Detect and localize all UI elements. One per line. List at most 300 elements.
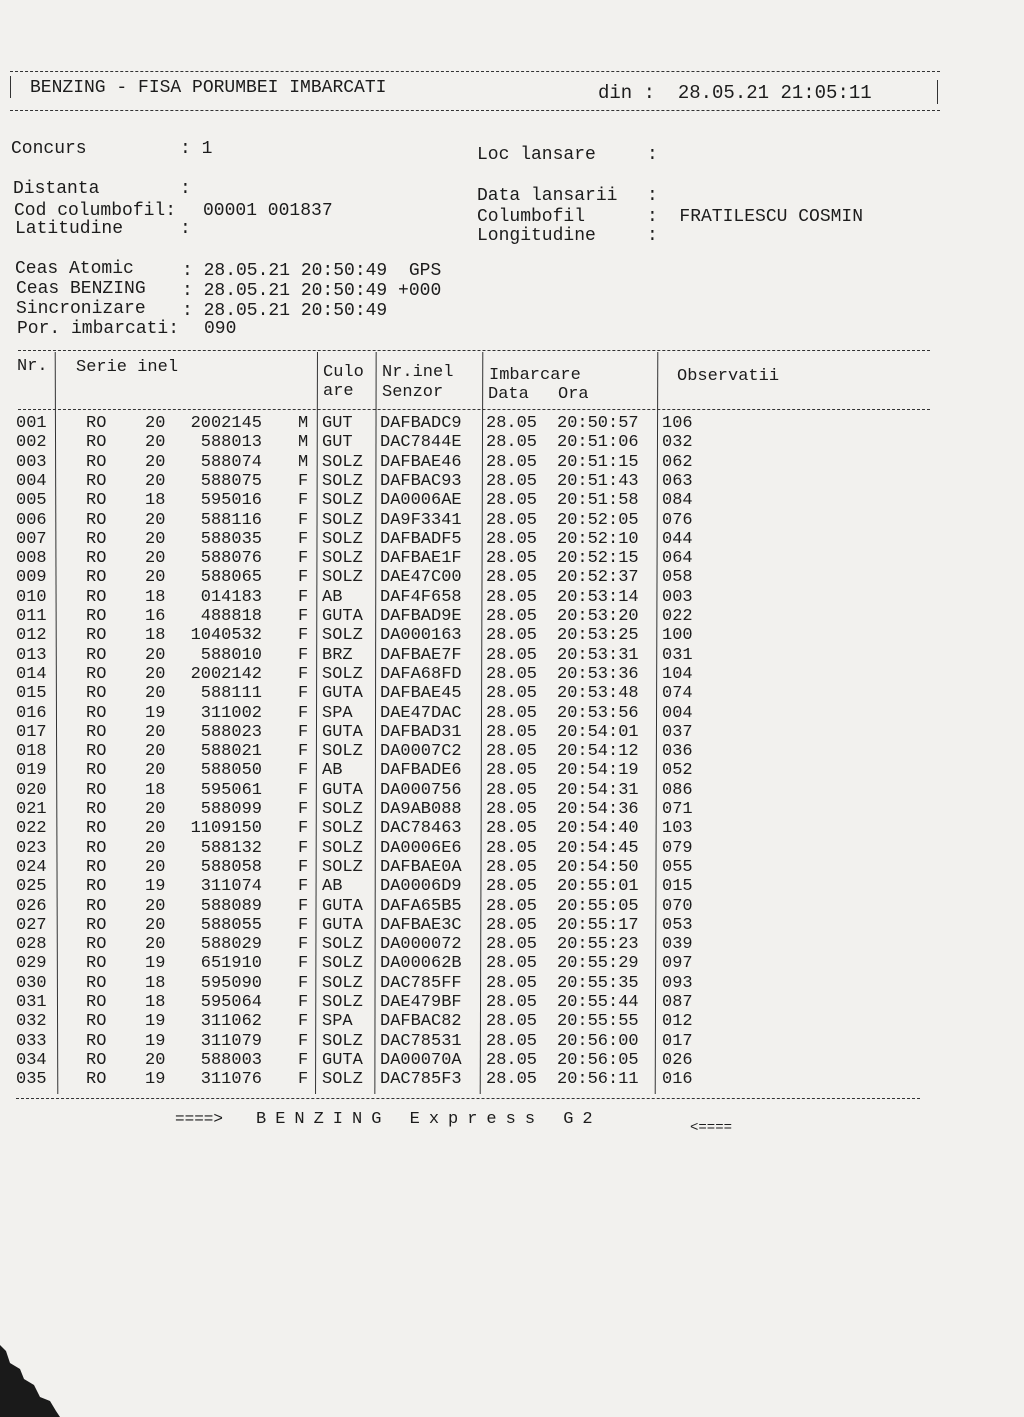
sex: F — [298, 857, 309, 877]
sensor-ring: DAFBAC93 — [380, 471, 462, 491]
col-header-data: Data — [488, 385, 529, 404]
sex: F — [298, 954, 309, 974]
ring-number: 595064 — [200, 993, 262, 1012]
row-number: 031 — [16, 993, 47, 1012]
ring-year: 19 — [145, 1031, 166, 1051]
table-row — [0, 1032, 1024, 1051]
concurs-value: : 1 — [180, 139, 213, 159]
footer-left-arrow: ====> — [175, 1110, 224, 1128]
data-lansarii-value: : — [647, 186, 658, 206]
embark-time: 20:53:31 — [557, 645, 639, 665]
color: GUTA — [322, 722, 363, 742]
ring-number: 588023 — [200, 722, 262, 742]
embark-time: 20:55:23 — [557, 935, 639, 955]
longitudine-value: : — [647, 226, 658, 246]
embark-time: 20:53:20 — [557, 607, 639, 626]
table-row — [0, 993, 1024, 1012]
header-top-border — [10, 71, 940, 72]
observation: 076 — [662, 510, 693, 530]
embark-time: 20:52:05 — [557, 510, 639, 530]
embark-date: 28.05 — [486, 626, 538, 646]
ring-number: 588099 — [200, 800, 262, 819]
table-row — [0, 800, 1024, 819]
observation: 026 — [662, 1050, 693, 1070]
observation: 100 — [662, 626, 693, 646]
latitudine-label: Latitudine — [15, 219, 124, 239]
ring-year: 19 — [145, 1012, 166, 1032]
table-row — [0, 704, 1024, 723]
row-number: 014 — [16, 664, 47, 684]
row-number: 026 — [16, 896, 47, 916]
row-number: 024 — [16, 857, 47, 877]
ring-number: 1040532 — [190, 626, 262, 646]
row-number: 012 — [16, 626, 47, 646]
row-number: 027 — [16, 915, 47, 935]
ring-country: RO — [86, 664, 107, 684]
sensor-ring: DAFA68FD — [380, 664, 462, 684]
row-number: 010 — [16, 587, 47, 607]
color: SOLZ — [322, 568, 363, 588]
footer-title: BENZING Express G2 — [256, 1110, 602, 1129]
report-datetime: din : 28.05.21 21:05:11 — [598, 82, 872, 104]
ring-year: 20 — [145, 433, 166, 453]
ring-number: 588035 — [200, 529, 262, 549]
row-number: 002 — [16, 433, 47, 453]
color: SPA — [322, 1012, 353, 1032]
sensor-ring: DA0007C2 — [380, 742, 462, 762]
row-number: 016 — [16, 703, 47, 723]
row-number: 028 — [16, 935, 47, 955]
color: GUTA — [322, 780, 363, 800]
ring-year: 20 — [145, 549, 166, 569]
ring-country: RO — [86, 742, 107, 762]
color: SOLZ — [322, 954, 363, 974]
embark-date: 28.05 — [486, 587, 538, 607]
row-number: 020 — [16, 780, 47, 800]
table-row — [0, 568, 1024, 587]
ring-year: 20 — [145, 761, 166, 781]
sex: F — [298, 1050, 309, 1070]
ring-number: 588010 — [200, 645, 262, 665]
embark-time: 20:55:17 — [557, 915, 639, 935]
sensor-ring: DA000163 — [380, 626, 462, 646]
ring-country: RO — [86, 626, 107, 646]
embark-time: 20:54:40 — [557, 819, 639, 839]
observation: 063 — [662, 471, 693, 491]
embark-time: 20:54:19 — [557, 761, 639, 781]
sensor-ring: DAC78463 — [380, 819, 462, 839]
torn-corner-shape — [0, 1345, 60, 1417]
ring-country: RO — [86, 838, 107, 858]
sensor-ring: DA00062B — [380, 954, 462, 974]
sensor-ring: DA00070A — [380, 1050, 462, 1070]
ring-year: 20 — [145, 510, 166, 530]
observation: 037 — [662, 722, 693, 742]
embark-date: 28.05 — [486, 857, 538, 877]
col-header-serie-inel: Serie inel — [76, 358, 179, 377]
ring-country: RO — [86, 510, 107, 530]
table-row — [0, 684, 1024, 703]
ring-country: RO — [86, 935, 107, 955]
embark-date: 28.05 — [486, 703, 538, 723]
ring-number: 588029 — [200, 935, 262, 955]
table-row — [0, 588, 1024, 607]
ring-year: 20 — [145, 742, 166, 762]
ring-country: RO — [86, 703, 107, 723]
table-row — [0, 877, 1024, 896]
ring-number: 311002 — [200, 703, 262, 723]
ring-year: 20 — [145, 471, 166, 491]
color: BRZ — [322, 645, 353, 665]
sex: F — [298, 645, 309, 665]
report-title: BENZING - FISA PORUMBEI IMBARCATI — [30, 78, 387, 98]
table-row — [0, 723, 1024, 742]
ring-country: RO — [86, 684, 107, 704]
embark-time: 20:53:48 — [557, 684, 639, 704]
row-number: 011 — [16, 607, 47, 626]
ring-number: 588003 — [200, 1050, 262, 1070]
sensor-ring: DAFBADC9 — [380, 414, 462, 433]
sensor-ring: DAFBAD9E — [380, 607, 462, 626]
sex: F — [298, 1012, 309, 1032]
ring-year: 19 — [145, 954, 166, 974]
sex: M — [298, 452, 309, 472]
sensor-ring: DAF4F658 — [380, 587, 462, 607]
sex: F — [298, 780, 309, 800]
distanta-label: Distanta — [13, 179, 100, 199]
sensor-ring: DAE479BF — [380, 993, 462, 1012]
col-header-nr: Nr. — [17, 357, 48, 376]
embark-date: 28.05 — [486, 780, 538, 800]
embark-date: 28.05 — [486, 1031, 538, 1051]
ring-year: 20 — [145, 529, 166, 549]
sensor-ring: DAFBAE7F — [380, 645, 462, 665]
sensor-ring: DAE47DAC — [380, 703, 462, 723]
observation: 062 — [662, 452, 693, 472]
row-number: 005 — [16, 491, 47, 511]
observation: 004 — [662, 703, 693, 723]
ring-year: 20 — [145, 645, 166, 665]
row-number: 015 — [16, 684, 47, 704]
ring-year: 20 — [145, 452, 166, 472]
embark-date: 28.05 — [486, 452, 538, 472]
table-row — [0, 974, 1024, 993]
sex: F — [298, 935, 309, 955]
observation: 032 — [662, 433, 693, 453]
ring-number: 311062 — [200, 1012, 262, 1032]
row-number: 003 — [16, 452, 47, 472]
ring-year: 20 — [145, 1050, 166, 1070]
embark-date: 28.05 — [486, 935, 538, 955]
ring-number: 595090 — [200, 973, 262, 993]
row-number: 019 — [16, 761, 47, 781]
latitudine-value: : — [180, 219, 191, 239]
color: SOLZ — [322, 973, 363, 993]
table-row — [0, 839, 1024, 858]
ring-number: 588076 — [200, 549, 262, 569]
ring-country: RO — [86, 1012, 107, 1032]
ring-country: RO — [86, 722, 107, 742]
embark-time: 20:54:45 — [557, 838, 639, 858]
observation: 079 — [662, 838, 693, 858]
ring-number: 588132 — [200, 838, 262, 858]
ring-country: RO — [86, 491, 107, 511]
observation: 103 — [662, 819, 693, 839]
ring-number: 588055 — [200, 915, 262, 935]
color: SOLZ — [322, 838, 363, 858]
ceas-benzing-label: Ceas BENZING — [16, 279, 146, 299]
row-number: 021 — [16, 800, 47, 819]
embark-time: 20:50:57 — [557, 414, 639, 433]
ring-number: 311079 — [200, 1031, 262, 1051]
table-row — [0, 819, 1024, 838]
porumbei-imbarcati-value: 090 — [204, 319, 237, 339]
ring-year: 20 — [145, 896, 166, 916]
sensor-ring: DA0006E6 — [380, 838, 462, 858]
col-header-ora: Ora — [558, 385, 589, 404]
ring-year: 20 — [145, 819, 166, 839]
sex: F — [298, 993, 309, 1012]
table-row — [0, 1012, 1024, 1031]
embark-time: 20:51:43 — [557, 471, 639, 491]
color: GUT — [322, 414, 353, 433]
observation: 071 — [662, 800, 693, 819]
ring-number: 651910 — [200, 954, 262, 974]
observation: 053 — [662, 915, 693, 935]
table-header-rule — [18, 409, 930, 410]
concurs-label: Concurs — [11, 139, 87, 159]
col-header-culo: Culo — [323, 363, 364, 382]
embark-time: 20:55:55 — [557, 1012, 639, 1032]
sex: F — [298, 568, 309, 588]
observation: 044 — [662, 529, 693, 549]
embark-time: 20:55:44 — [557, 993, 639, 1012]
sex: F — [298, 529, 309, 549]
table-row — [0, 626, 1024, 645]
ring-country: RO — [86, 549, 107, 569]
ring-year: 20 — [145, 935, 166, 955]
observation: 087 — [662, 993, 693, 1012]
embark-time: 20:54:01 — [557, 722, 639, 742]
ring-number: 588065 — [200, 568, 262, 588]
loc-lansare-label: Loc lansare — [477, 145, 596, 165]
ring-year: 20 — [145, 568, 166, 588]
observation: 086 — [662, 780, 693, 800]
table-row — [0, 607, 1024, 626]
observation: 074 — [662, 684, 693, 704]
ring-country: RO — [86, 645, 107, 665]
embark-time: 20:55:05 — [557, 896, 639, 916]
color: GUTA — [322, 684, 363, 704]
ring-year: 20 — [145, 684, 166, 704]
ring-country: RO — [86, 954, 107, 974]
embark-time: 20:52:37 — [557, 568, 639, 588]
ceas-benzing-value: : 28.05.21 20:50:49 +000 — [182, 281, 442, 301]
header-right-border — [937, 80, 938, 104]
color: SOLZ — [322, 819, 363, 839]
embark-date: 28.05 — [486, 529, 538, 549]
ring-year: 20 — [145, 664, 166, 684]
embark-date: 28.05 — [486, 761, 538, 781]
color: GUTA — [322, 915, 363, 935]
sensor-ring: DAFBAC82 — [380, 1012, 462, 1032]
embark-time: 20:56:00 — [557, 1031, 639, 1051]
embark-date: 28.05 — [486, 915, 538, 935]
row-number: 001 — [16, 414, 47, 433]
color: SOLZ — [322, 510, 363, 530]
table-bottom-rule — [16, 1098, 920, 1099]
row-number: 008 — [16, 549, 47, 569]
ring-number: 588075 — [200, 471, 262, 491]
longitudine-label: Longitudine — [477, 226, 596, 246]
ring-country: RO — [86, 433, 107, 453]
sex: F — [298, 587, 309, 607]
row-number: 033 — [16, 1031, 47, 1051]
sensor-ring: DA9F3341 — [380, 510, 462, 530]
sex: F — [298, 491, 309, 511]
ceas-atomic-label: Ceas Atomic — [15, 259, 134, 279]
col-header-senzor: Senzor — [382, 383, 444, 402]
ring-country: RO — [86, 568, 107, 588]
table-row — [0, 916, 1024, 935]
sensor-ring: DAFBAE3C — [380, 915, 462, 935]
sensor-ring: DAFBAD31 — [380, 722, 462, 742]
ring-year: 20 — [145, 414, 166, 433]
observation: 064 — [662, 549, 693, 569]
table-row — [0, 897, 1024, 916]
observation: 031 — [662, 645, 693, 665]
embark-date: 28.05 — [486, 838, 538, 858]
observation: 058 — [662, 568, 693, 588]
ring-country: RO — [86, 1031, 107, 1051]
color: SOLZ — [322, 549, 363, 569]
col-header-are: are — [323, 382, 354, 401]
ring-number: 488818 — [200, 607, 262, 626]
row-number: 009 — [16, 568, 47, 588]
embark-date: 28.05 — [486, 954, 538, 974]
ring-number: 311074 — [200, 877, 262, 897]
sex: F — [298, 471, 309, 491]
color: SOLZ — [322, 1031, 363, 1051]
color: SOLZ — [322, 857, 363, 877]
embark-time: 20:54:50 — [557, 857, 639, 877]
sex: F — [298, 722, 309, 742]
embark-date: 28.05 — [486, 549, 538, 569]
embark-date: 28.05 — [486, 414, 538, 433]
embark-date: 28.05 — [486, 993, 538, 1012]
observation: 097 — [662, 954, 693, 974]
sex: F — [298, 664, 309, 684]
row-number: 007 — [16, 529, 47, 549]
sensor-ring: DAFBADE6 — [380, 761, 462, 781]
color: AB — [322, 587, 343, 607]
observation: 012 — [662, 1012, 693, 1032]
row-number: 025 — [16, 877, 47, 897]
ring-year: 20 — [145, 800, 166, 819]
ring-country: RO — [86, 471, 107, 491]
sensor-ring: DAFBADF5 — [380, 529, 462, 549]
embark-date: 28.05 — [486, 1012, 538, 1032]
row-number: 013 — [16, 645, 47, 665]
color: SOLZ — [322, 626, 363, 646]
embark-time: 20:55:29 — [557, 954, 639, 974]
sex: F — [298, 973, 309, 993]
ring-country: RO — [86, 973, 107, 993]
table-row — [0, 491, 1024, 510]
ring-year: 18 — [145, 626, 166, 646]
ring-country: RO — [86, 877, 107, 897]
sex: F — [298, 742, 309, 762]
sex: F — [298, 800, 309, 819]
color: SOLZ — [322, 664, 363, 684]
embark-date: 28.05 — [486, 973, 538, 993]
sex: F — [298, 761, 309, 781]
row-number: 022 — [16, 819, 47, 839]
row-number: 017 — [16, 722, 47, 742]
ring-year: 16 — [145, 607, 166, 626]
ring-country: RO — [86, 993, 107, 1012]
ring-number: 588074 — [200, 452, 262, 472]
embark-date: 28.05 — [486, 819, 538, 839]
col-header-imbarcare: Imbarcare — [489, 366, 581, 385]
color: SOLZ — [322, 993, 363, 1012]
ring-country: RO — [86, 857, 107, 877]
color: SOLZ — [322, 529, 363, 549]
observation: 070 — [662, 896, 693, 916]
sex: F — [298, 1070, 309, 1090]
embark-date: 28.05 — [486, 877, 538, 897]
observation: 104 — [662, 664, 693, 684]
table-row — [0, 1051, 1024, 1070]
row-number: 004 — [16, 471, 47, 491]
table-row — [0, 954, 1024, 973]
ring-year: 18 — [145, 780, 166, 800]
observation: 039 — [662, 935, 693, 955]
observation: 036 — [662, 742, 693, 762]
observation: 084 — [662, 491, 693, 511]
ring-country: RO — [86, 761, 107, 781]
table-row — [0, 1070, 1024, 1089]
sex: F — [298, 510, 309, 530]
embark-time: 20:55:35 — [557, 973, 639, 993]
embark-time: 20:55:01 — [557, 877, 639, 897]
color: SPA — [322, 703, 353, 723]
color: GUTA — [322, 1050, 363, 1070]
sex: F — [298, 626, 309, 646]
ring-year: 20 — [145, 838, 166, 858]
embark-time: 20:56:11 — [557, 1070, 639, 1090]
observation: 055 — [662, 857, 693, 877]
cod-columbofil-value: 00001 001837 — [203, 201, 333, 221]
distanta-value: : — [180, 179, 191, 199]
color: SOLZ — [322, 800, 363, 819]
ring-number: 2002142 — [190, 664, 262, 684]
color: SOLZ — [322, 935, 363, 955]
ring-country: RO — [86, 800, 107, 819]
sincronizare-label: Sincronizare — [16, 299, 146, 319]
sensor-ring: DAFBAE1F — [380, 549, 462, 569]
embark-date: 28.05 — [486, 471, 538, 491]
observation: 016 — [662, 1070, 693, 1090]
embark-time: 20:53:56 — [557, 703, 639, 723]
ring-year: 18 — [145, 993, 166, 1012]
embark-date: 28.05 — [486, 510, 538, 530]
ring-year: 18 — [145, 491, 166, 511]
ring-number: 588058 — [200, 857, 262, 877]
color: SOLZ — [322, 452, 363, 472]
row-number: 034 — [16, 1050, 47, 1070]
embark-time: 20:52:10 — [557, 529, 639, 549]
